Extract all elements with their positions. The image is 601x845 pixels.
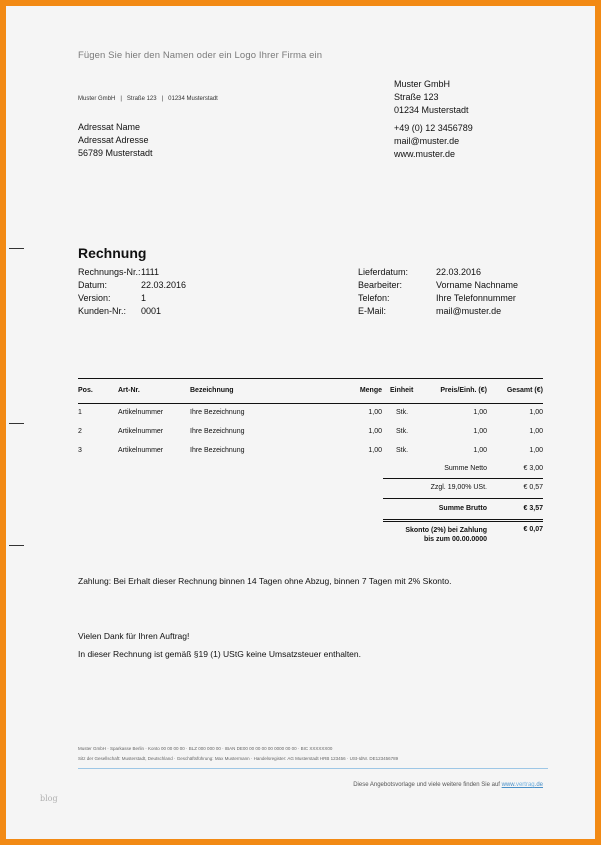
cell-unit: Stk. (396, 447, 409, 454)
tax-note: In dieser Rechnung ist gemäß §19 (1) UStG keine Umsatzsteuer enthalten. (78, 649, 362, 659)
recipient-address (78, 121, 153, 160)
watermark-text: blog (40, 794, 58, 803)
col-header-total: Gesamt (€) (506, 387, 543, 394)
punch-mark (9, 423, 24, 424)
company-city: 01234 Musterstadt (394, 105, 469, 115)
invoice-title: Rechnung (78, 245, 147, 261)
logo-placeholder-text: Fügen Sie hier den Namen oder ein Logo Ihrer Firma ein (78, 50, 323, 61)
payment-note: Zahlung: Bei Erhalt dieser Rechnung binnen 14 Tagen ohne Abzug, binnen 7 Tagen mit 2% Skonto. (78, 576, 452, 586)
meta-label: Version: (78, 293, 111, 303)
cell-desc: Ihre Bezeichnung (190, 409, 245, 416)
company-address (394, 78, 469, 117)
promo-link[interactable] (502, 782, 543, 788)
sender-city: 01234 Musterstadt (168, 96, 218, 102)
meta-value: 22.03.2016 (141, 280, 187, 290)
footer-rule (78, 768, 548, 769)
col-header-desc: Bezeichnung (190, 387, 234, 394)
meta-value: 1111 (141, 267, 160, 277)
col-header-art: Art-Nr. (118, 387, 140, 394)
meta-row (358, 266, 518, 279)
cell-desc: Ihre Bezeichnung (190, 428, 245, 435)
vat-value: € 0,57 (523, 484, 543, 491)
sender-return-line: Muster GmbH | Straße 123 | 01234 Musterstadt (78, 96, 218, 102)
meta-value: 22.03.2016 (436, 267, 482, 277)
footer-legal-line: Sitz der Gesellschaft: Musterstadt, Deutschland · Geschäftsführung: Max Mustermann · Handelsregister: AG Musterstadt HRB 123456 · USt-IdNr. DE123456789 (78, 756, 399, 761)
meta-label: Telefon: (358, 293, 390, 303)
discount-label-line2: bis zum 00.00.0000 (423, 536, 487, 543)
meta-value: 1 (141, 293, 147, 303)
meta-label: Kunden-Nr.: (78, 306, 127, 316)
net-label: Summe Netto (444, 465, 487, 472)
summary-rule-2 (383, 498, 543, 499)
cell-pos: 3 (78, 447, 82, 454)
thanks-note: Vielen Dank für Ihren Auftrag! (78, 631, 190, 641)
company-email[interactable]: mail@muster.de (394, 136, 460, 146)
company-contact (394, 122, 473, 161)
meta-label: Bearbeiter: (358, 280, 403, 290)
table-top-rule (78, 378, 543, 379)
meta-row (78, 292, 186, 305)
meta-row (358, 305, 518, 318)
promo-link-suffix: .de (534, 782, 543, 788)
sender-name: Muster GmbH (78, 96, 116, 102)
meta-label: E-Mail: (358, 306, 387, 316)
gross-value: € 3,57 (523, 505, 543, 512)
discount-value: € 0,07 (523, 526, 543, 533)
discount-label-line1: Skonto (2%) bei Zahlung (405, 527, 487, 534)
promo-text: Diese Angebotsvorlage und viele weitere finden Sie auf (353, 782, 500, 788)
company-phone: +49 (0) 12 3456789 (394, 123, 473, 133)
cell-qty: 1,00 (368, 428, 382, 435)
meta-label: Lieferdatum: (358, 267, 409, 277)
cell-total: 1,00 (529, 447, 543, 454)
meta-row (78, 305, 186, 318)
company-name: Muster GmbH (394, 79, 451, 89)
col-header-unit: Einheit (390, 387, 414, 394)
cell-pos: 1 (78, 409, 82, 416)
fold-mark-top (9, 248, 24, 249)
meta-row (78, 279, 186, 292)
table-header-rule (78, 403, 543, 404)
recipient-street: Adressat Adresse (78, 135, 149, 145)
recipient-name: Adressat Name (78, 122, 141, 132)
cell-total: 1,00 (529, 409, 543, 416)
sender-street: Straße 123 (126, 96, 157, 102)
cell-unit: Stk. (396, 409, 409, 416)
cell-price: 1,00 (473, 409, 487, 416)
vat-label: Zzgl. 19,00% USt. (430, 484, 487, 491)
meta-label: Rechnungs-Nr.: (78, 267, 141, 277)
cell-pos: 2 (78, 428, 82, 435)
net-value: € 3,00 (523, 465, 543, 472)
meta-row (78, 266, 186, 279)
company-street: Straße 123 (394, 92, 439, 102)
cell-price: 1,00 (473, 428, 487, 435)
meta-value: Vorname Nachname (436, 280, 519, 290)
gross-label: Summe Brutto (438, 505, 487, 512)
cell-qty: 1,00 (368, 447, 382, 454)
invoice-meta-right (358, 266, 518, 318)
recipient-city: 56789 Musterstadt (78, 148, 153, 158)
fold-mark-bottom (9, 545, 24, 546)
cell-unit: Stk. (396, 428, 409, 435)
discount-label (383, 526, 487, 544)
meta-value: Ihre Telefonnummer (436, 293, 516, 303)
meta-label: Datum: (78, 280, 108, 290)
cell-qty: 1,00 (368, 409, 382, 416)
cell-art: Artikelnummer (118, 428, 164, 435)
cell-desc: Ihre Bezeichnung (190, 447, 245, 454)
cell-total: 1,00 (529, 428, 543, 435)
meta-value[interactable]: mail@muster.de (436, 306, 502, 316)
promo-link-highlight: vertrag (515, 782, 535, 788)
meta-row (358, 292, 518, 305)
col-header-price: Preis/Einh. (€) (440, 387, 487, 394)
cell-art: Artikelnummer (118, 409, 164, 416)
summary-rule-4 (383, 521, 543, 522)
col-header-pos: Pos. (78, 387, 93, 394)
summary-rule-3 (383, 519, 543, 520)
meta-row (358, 279, 518, 292)
company-website[interactable]: www.muster.de (394, 149, 456, 159)
summary-rule-1 (383, 478, 543, 479)
footer-bank-line: Muster GmbH · Sparkasse Berlin · Konto 00 00 00 00 · BLZ 000 000 00 · IBAN DE00 00 00 00 00 0000 00 00 · BIC XXXXXX00 (78, 746, 333, 751)
meta-value: 0001 (141, 306, 162, 316)
promo-link-prefix: www. (501, 782, 516, 788)
invoice-meta-left (78, 266, 186, 318)
cell-price: 1,00 (473, 447, 487, 454)
promo-line (353, 782, 543, 788)
cell-art: Artikelnummer (118, 447, 164, 454)
col-header-qty: Menge (359, 387, 382, 394)
